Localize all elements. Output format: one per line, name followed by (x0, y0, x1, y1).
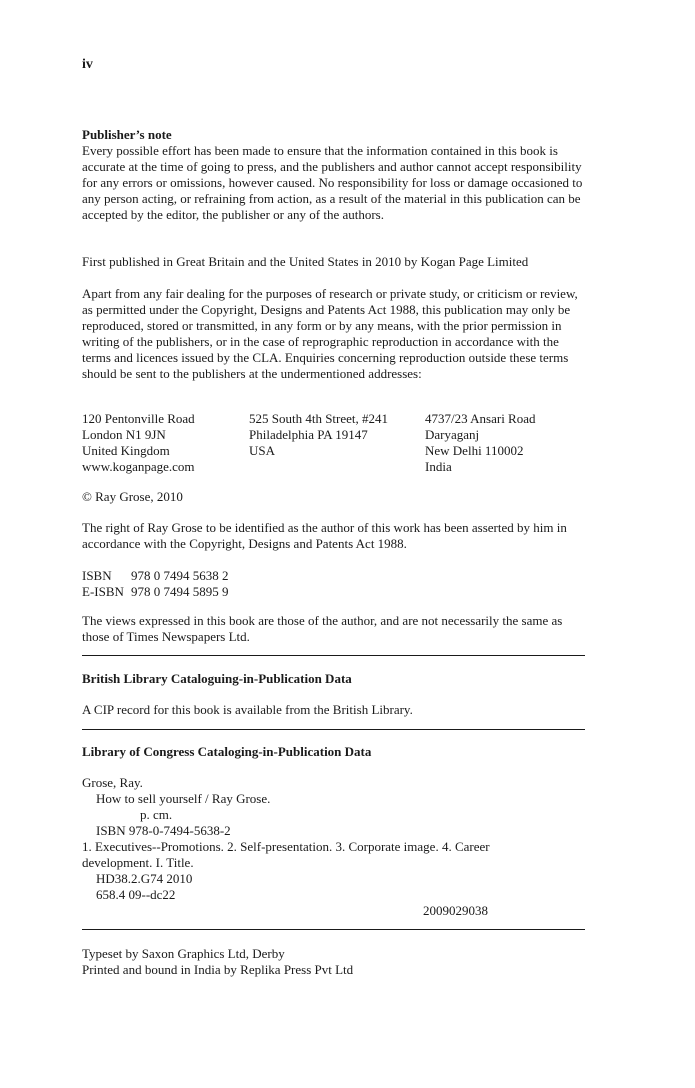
publisher-addresses (82, 411, 585, 475)
address-india (425, 411, 536, 475)
publishers-note (82, 127, 585, 223)
address-line: USA (249, 443, 276, 458)
isbn-value: 978 0 7494 5638 2 (131, 568, 229, 583)
cip-line: ISBN 978-0-7494-5638-2 (96, 823, 231, 838)
isbn-block (82, 568, 585, 600)
eisbn-label: E-ISBN (82, 584, 124, 599)
isbn-label: ISBN (82, 568, 112, 583)
cip-line: How to sell yourself / Ray Grose. (96, 791, 271, 806)
british-library-text: A CIP record for this book is available from the British Library. (82, 702, 413, 717)
address-line: 4737/23 Ansari Road (425, 411, 536, 426)
lccn: 2009029038 (423, 903, 488, 918)
address-usa (249, 411, 388, 459)
publishers-note-text: Every possible effort has been made to ensure that the information contained in this book is accurate at the time of going to press, and the publishers and author cannot accept responsibility for any errors or omissions, however caused. No responsibility for loss or damage occasioned to any person acting, or refraining from action, as a result of the material in this publication can be accepted by the editor, the publisher or any of the authors. (82, 143, 583, 222)
loc-heading: Library of Congress Cataloging-in-Publication Data (82, 744, 372, 759)
production-credits (82, 946, 585, 978)
british-library-heading: British Library Cataloguing-in-Publication Data (82, 671, 352, 686)
moral-right-statement: The right of Ray Grose to be identified as the author of this work has been asserted by him in accordance with the Copyright, Designs and Patents Act 1988. (82, 520, 567, 551)
address-line: Daryaganj (425, 427, 480, 442)
cip-line: 1. Executives--Promotions. 2. Self-presentation. 3. Corporate image. 4. Career (82, 839, 490, 854)
address-line: New Delhi 110002 (425, 443, 524, 458)
cip-line: development. I. Title. (82, 855, 194, 870)
cip-line: p. cm. (140, 807, 173, 822)
views-disclaimer: The views expressed in this book are those of the author, and are not necessarily the same as those of Times Newspapers Ltd. (82, 613, 563, 644)
address-line: India (425, 459, 452, 474)
divider (82, 729, 585, 730)
address-line: United Kingdom (82, 443, 170, 458)
copyright-line: © Ray Grose, 2010 (82, 489, 183, 504)
address-uk (82, 411, 195, 475)
printer-credit: Printed and bound in India by Replika Press Pvt Ltd (82, 962, 354, 977)
divider (82, 929, 585, 930)
cip-line: HD38.2.G74 2010 (96, 871, 193, 886)
publisher-website: www.koganpage.com (82, 459, 195, 474)
address-line: London N1 9JN (82, 427, 166, 442)
divider (82, 655, 585, 656)
cip-line: Grose, Ray. (82, 775, 143, 790)
cip-line: 658.4 09--dc22 (96, 887, 176, 902)
typeset-credit: Typeset by Saxon Graphics Ltd, Derby (82, 946, 285, 961)
loc-cip-record (82, 775, 585, 919)
address-line: 525 South 4th Street, #241 (249, 411, 389, 426)
copyright-notice: Apart from any fair dealing for the purposes of research or private study, or criticism or review, as permitted under the Copyright, Designs and Patents Act 1988, this publication may only be reproduced, stored or transmitted, in any form or by any means, with the prior permission in writing of the publishers, or in the case of reprographic reproduction in accordance with the terms and licences issued by the CLA. Enquiries concerning reproduction outside these terms should be sent to the publishers at the undermentioned addresses: (82, 286, 578, 381)
isbn-row (82, 568, 585, 584)
eisbn-row (82, 584, 585, 600)
publishers-note-heading: Publisher’s note (82, 127, 172, 142)
address-line: Philadelphia PA 19147 (249, 427, 368, 442)
page-number: iv (82, 57, 93, 72)
eisbn-value: 978 0 7494 5895 9 (131, 584, 229, 599)
address-line: 120 Pentonville Road (82, 411, 195, 426)
first-published: First published in Great Britain and the United States in 2010 by Kogan Page Limited (82, 254, 529, 269)
